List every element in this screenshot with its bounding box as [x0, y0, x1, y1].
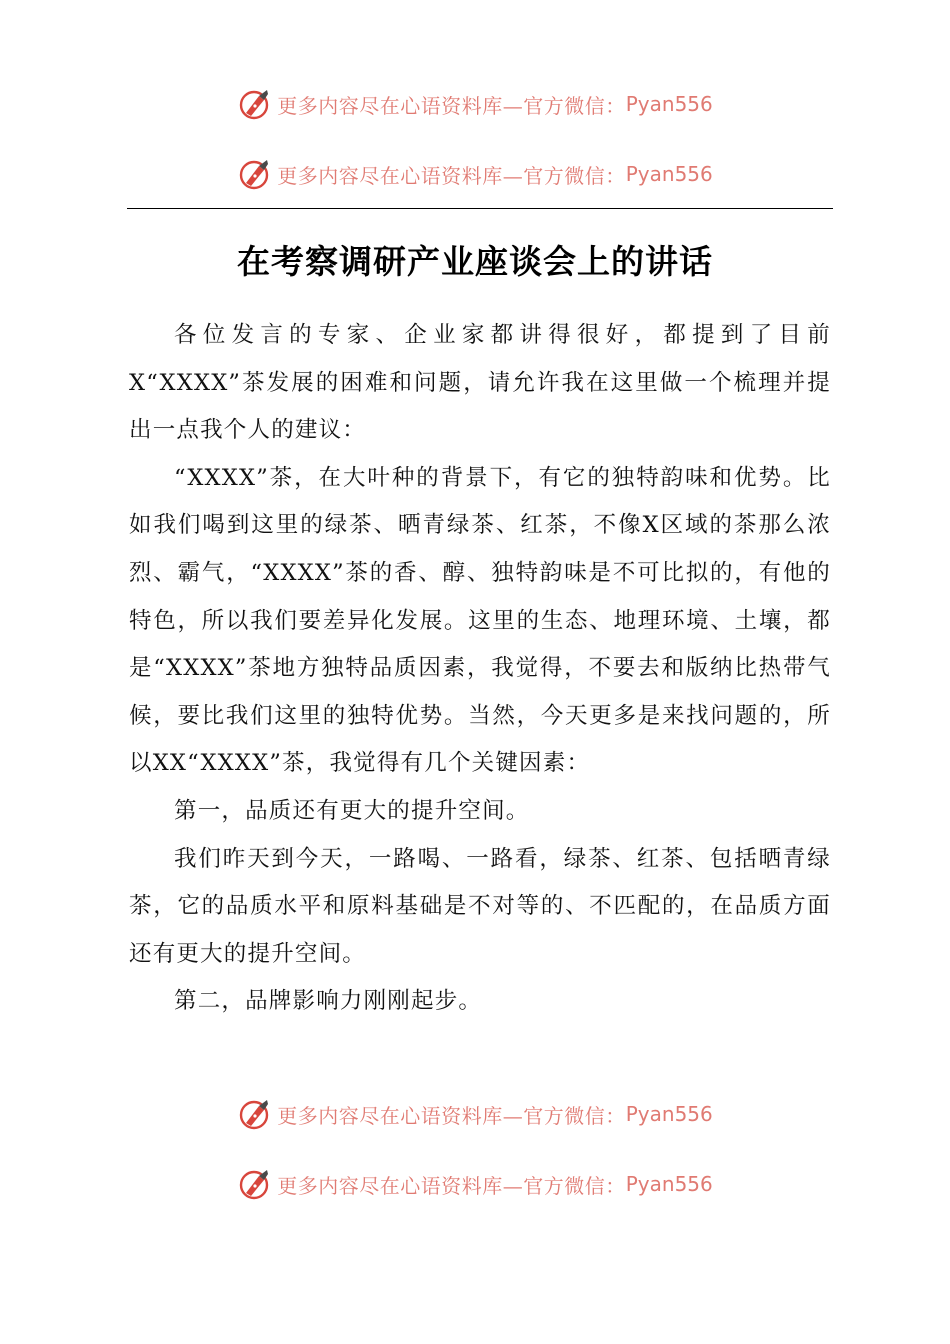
pen-nib-logo-icon — [237, 1096, 273, 1132]
pen-nib-logo-icon — [237, 1166, 273, 1202]
document-body — [129, 312, 831, 1026]
watermark-banner-bottom-1 — [0, 1094, 950, 1134]
paragraph: 我们昨天到今天，一路喝、一路看，绿茶、红茶、包括晒青绿茶，它的品质水平和原料基础是不对等的、不匹配的，在品质方面还有更大的提升空间。 — [129, 845, 831, 967]
watermark-banner-top-1 — [0, 84, 950, 124]
document-title: 在考察调研产业座谈会上的讲话 — [237, 242, 713, 281]
paragraph: “XXXX”茶，在大叶种的背景下，有它的独特韵味和优势。比如我们喝到这里的绿茶、晒青绿茶、红茶，不像X区域的茶那么浓烈、霸气，“XXXX”茶的香、醇、独特韵味是不可比拟的，有他的特色，所以我们要差异化发展。这里的生态、地理环境、土壤，都是“XXXX”茶地方独特品质因素，我觉得，不要去和版纳比热带气候，要比我们这里的独特优势。当然，今天更多是来找问题的，所以XX“XXXX”茶，我觉得有几个关键因素： — [129, 464, 831, 777]
paragraph: 第一，品质还有更大的提升空间。 — [174, 797, 530, 824]
watermark-wechat-id: Pyan556 — [625, 162, 713, 186]
watermark-wechat-id: Pyan556 — [625, 92, 713, 116]
header-divider — [127, 208, 833, 209]
paragraph: 各位发言的专家、企业家都讲得很好，都提到了目前X“XXXX”茶发展的困难和问题，请允许我在这里做一个梳理并提出一点我个人的建议： — [129, 322, 831, 444]
watermark-banner-top-2 — [0, 154, 950, 194]
paragraph: 第二，品牌影响力刚刚起步。 — [174, 988, 483, 1015]
watermark-brand-text: 更多内容尽在心语资料库—官方微信： — [277, 93, 626, 118]
pen-nib-logo-icon — [237, 86, 273, 122]
watermark-brand-text: 更多内容尽在心语资料库—官方微信： — [277, 1173, 626, 1198]
pen-nib-logo-icon — [237, 156, 273, 192]
watermark-wechat-id: Pyan556 — [625, 1172, 713, 1196]
watermark-banner-bottom-2 — [0, 1164, 950, 1204]
watermark-brand-text: 更多内容尽在心语资料库—官方微信： — [277, 163, 626, 188]
watermark-brand-text: 更多内容尽在心语资料库—官方微信： — [277, 1103, 626, 1128]
watermark-wechat-id: Pyan556 — [625, 1102, 713, 1126]
